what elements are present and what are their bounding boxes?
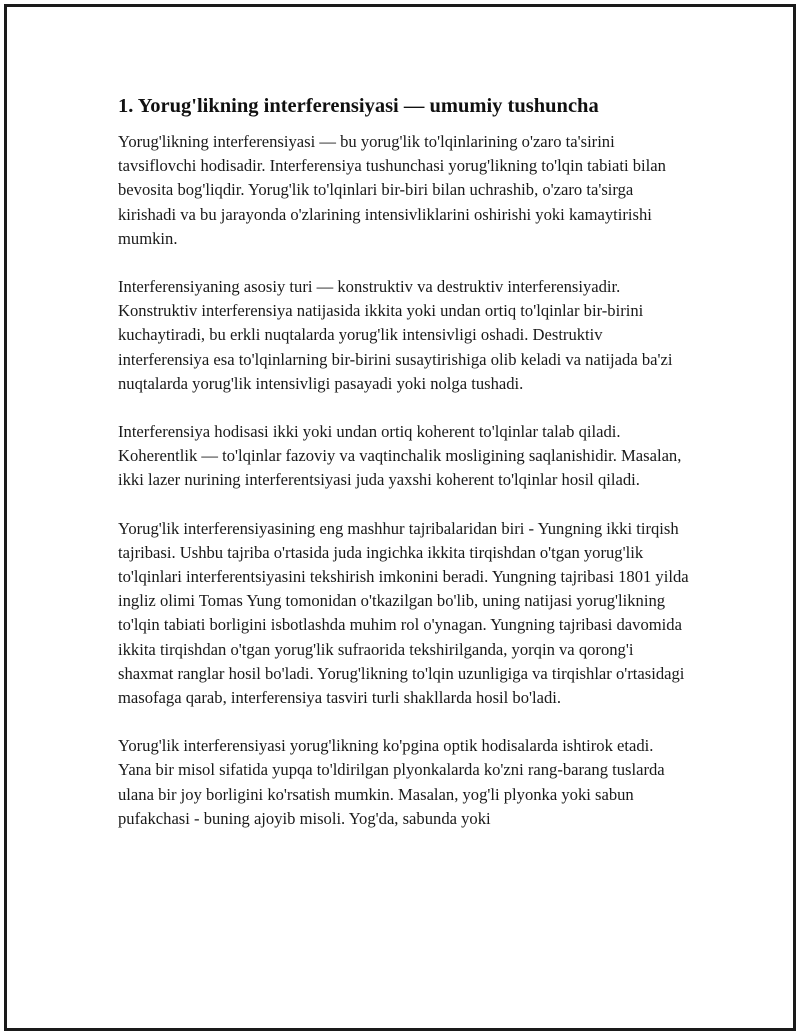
paragraph-4: Yorug'lik interferensiyasining eng mashhur tajribalaridan biri - Yungning ikki tirqish tajribasi. Ushbu tajriba o'rtasida juda ingichka ikkita tirqishdan o'tgan yorug'lik to'lqinlari interferentsiyasini tekshirish imkonini beradi. Yungning tajribasi 1801 yilda ingliz olimi Tomas Yung tomonidan o'tkazilgan bo'lib, uning natijasi yorug'likning to'lqin tabiati borligini isbotlashda muhim rol o'ynagan. Yungning tajribasi davomida ikkita tirqishdan o'tgan yorug'lik sufraorida tekshirilganda, yorqin va qorong'i shaxmat ranglar hosil bo'ladi. Yorug'likning to'lqin uzunligiga va tirqishlar o'rtasidagi masofaga qarab, interferensiya tasviri turli shakllarda hosil bo'ladi.	[118, 518, 689, 708]
paragraph-5: Yorug'lik interferensiyasi yorug'likning ko'pgina optik hodisalarda ishtirok etadi. Yana bir misol sifatida yupqa to'ldirilgan plyonkalarda ko'zni rang-barang tuslarda ulana bir joy borligini ko'rsatish mumkin. Masalan, yog'li plyonka yoki sabun pufakchasi - buning ajoyib misoli. Yog'da, sabunda yoki	[118, 736, 665, 828]
document-body	[118, 92, 690, 855]
paragraph-2: Interferensiyaning asosiy turi — konstruktiv va destruktiv interferensiyadir. Konstruktiv interferensiya natijasida ikkita yoki undan ortiq to'lqinlar bir-birini kuchaytiradi, bu erkli nuqtalarda yorug'lik intensivligi oshadi. Destruktiv interferensiya esa to'lqinlarning bir-birini susaytirishiga olib keladi va natijada ba'zi nuqtalarda yorug'lik intensivligi pasayadi yoki nolga tushadi.	[118, 277, 673, 393]
paragraph-1: Yorug'likning interferensiyasi — bu yorug'lik to'lqinlarining o'zaro ta'sirini tavsiflovchi hodisadir. Interferensiya tushunchasi yorug'likning to'lqin tabiati bilan bevosita bog'liqdir. Yorug'lik to'lqinlari bir-biri bilan uchrashib, o'zaro ta'sirga kirishadi va bu jarayonda o'zlarining intensivliklarini oshirishi yoki kamaytirishi mumkin.	[118, 132, 666, 248]
paragraph-3: Interferensiya hodisasi ikki yoki undan ortiq koherent to'lqinlar talab qiladi. Koherentlik — to'lqinlar fazoviy va vaqtinchalik mosligining saqlanishidir. Masalan, ikki lazer nurining interferentsiyasi juda yaxshi koherent to'lqinlar hosil qiladi.	[118, 422, 682, 490]
section-title: 1. Yorug'likning interferensiyasi — umumiy tushuncha	[118, 95, 599, 117]
